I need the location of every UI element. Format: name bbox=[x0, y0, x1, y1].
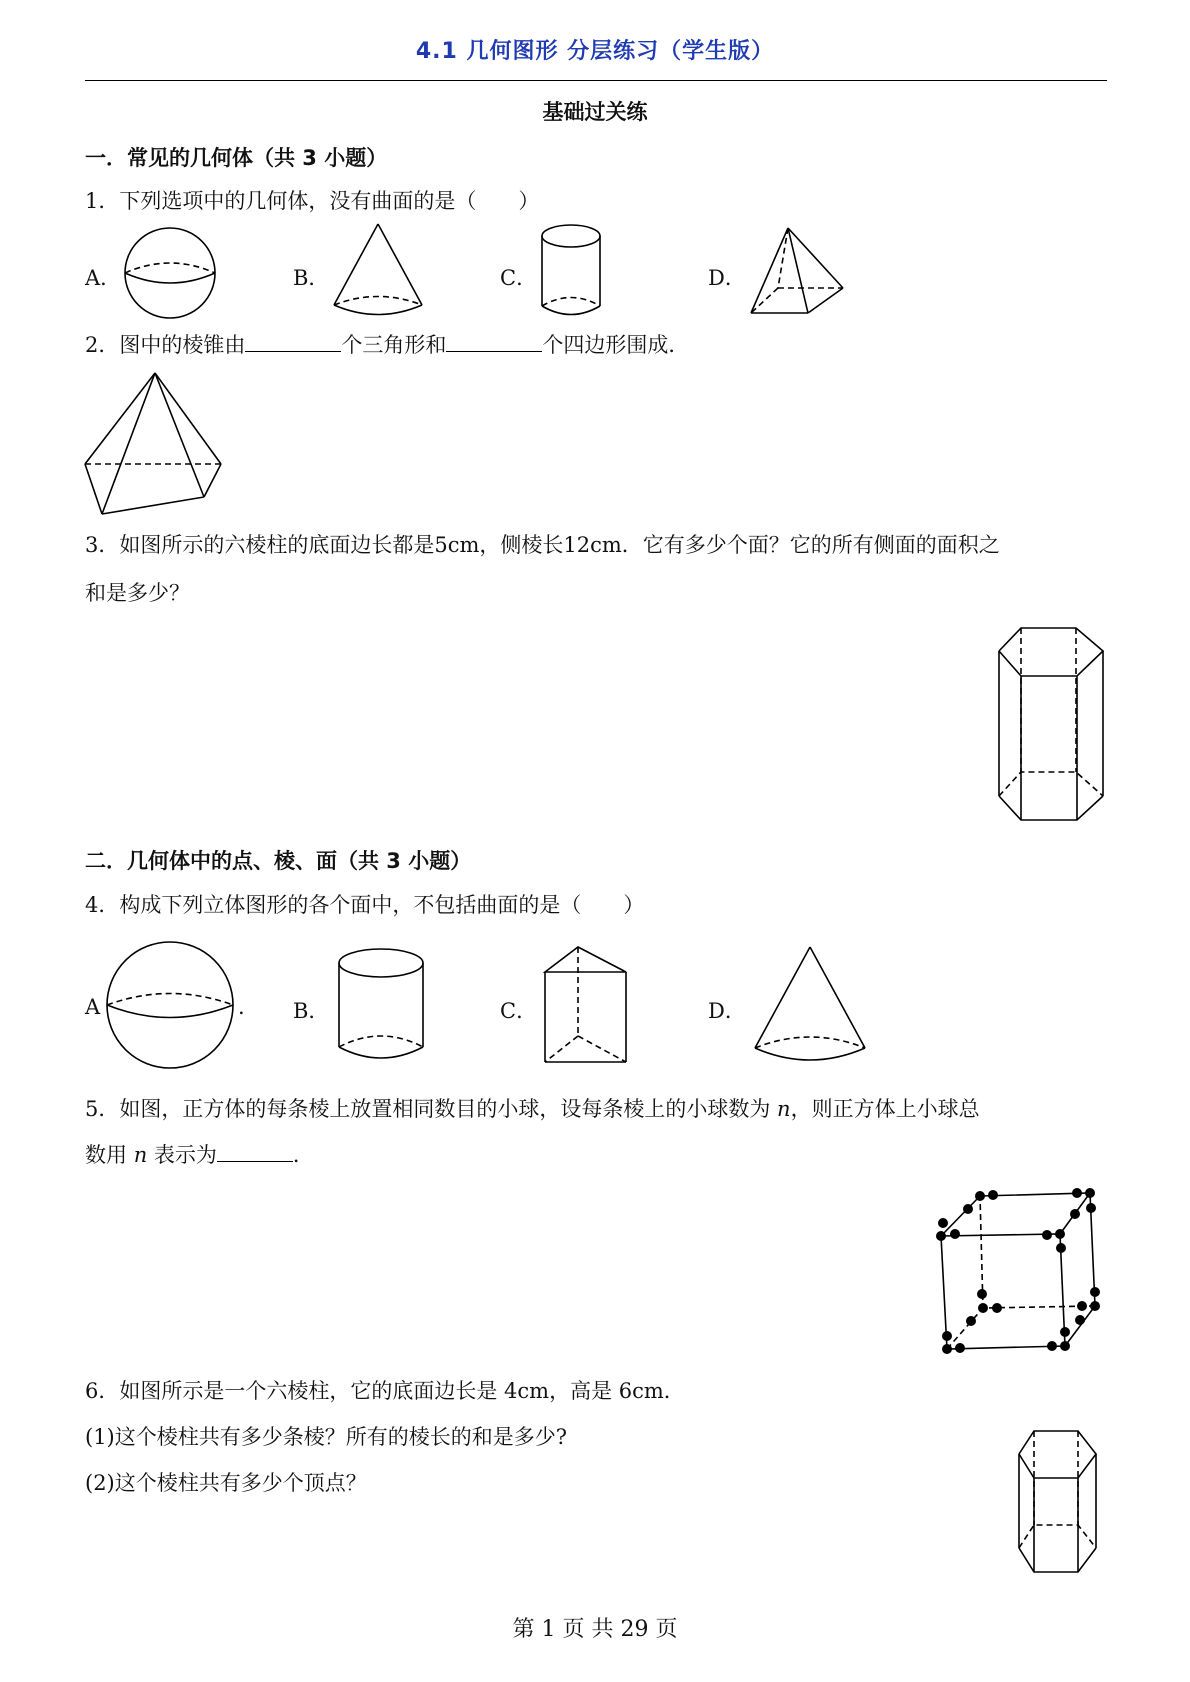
triangular-prism-figure bbox=[542, 944, 628, 1066]
question-3-line-2: 和是多少？ bbox=[85, 581, 190, 605]
q2-blank-1[interactable] bbox=[245, 329, 341, 352]
q4-option-d-label: D． bbox=[708, 999, 746, 1023]
cylinder-figure bbox=[538, 223, 604, 321]
q1-option-b-label: B． bbox=[293, 266, 330, 290]
pentagonal-pyramid-figure bbox=[82, 370, 224, 518]
page-title: 4.1 几何图形 分层练习（学生版） bbox=[415, 39, 775, 64]
q1-option-c-label: C． bbox=[500, 266, 538, 290]
question-6: 6．如图所示是一个六棱柱，它的底面边长是 4cm，高是 6cm． bbox=[85, 1379, 685, 1403]
pyramid-figure bbox=[748, 225, 848, 319]
cylinder-figure-2 bbox=[336, 947, 426, 1065]
q5-text-2: ，则正方体上小球总 bbox=[790, 1097, 980, 1121]
q4-option-a-period: . bbox=[238, 995, 245, 1019]
section-heading-1: 一．常见的几何体（共 3 小题） bbox=[85, 146, 388, 170]
q1-option-a-label: A． bbox=[85, 266, 122, 290]
cone-figure-2 bbox=[752, 944, 868, 1068]
section-heading-2: 二．几何体中的点、棱、面（共 3 小题） bbox=[85, 849, 472, 873]
question-6-part-1: (1)这个棱柱共有多少条棱？所有的棱长的和是多少? bbox=[85, 1425, 568, 1449]
q4-option-c-label: C． bbox=[500, 999, 538, 1023]
cone-figure bbox=[330, 222, 428, 322]
q5-text-5: ． bbox=[292, 1143, 314, 1167]
question-6-part-2: (2)这个棱柱共有多少个顶点？ bbox=[85, 1471, 367, 1495]
q2-text-2: 个三角形和 bbox=[341, 333, 447, 357]
q5-text-1: 5．如图，正方体的每条棱上放置相同数目的小球，设每条棱上的小球数为 bbox=[85, 1097, 778, 1121]
q5-text-3: 数用 bbox=[85, 1143, 134, 1167]
question-2 bbox=[85, 322, 689, 368]
hexagonal-prism-figure bbox=[996, 624, 1106, 824]
q2-text-1: 2．图中的棱锥由 bbox=[85, 333, 246, 357]
question-3-line-1: 3．如图所示的六棱柱的底面边长都是5cm，侧棱长12cm．它有多少个面？它的所有侧面的面积之 bbox=[85, 533, 1000, 557]
question-4: 4．构成下列立体图形的各个面中，不包括曲面的是（ ） bbox=[85, 893, 645, 917]
q1-option-d-label: D． bbox=[708, 266, 746, 290]
q2-text-3: 个四边形围成． bbox=[542, 333, 690, 357]
q5-blank[interactable] bbox=[217, 1139, 293, 1162]
sphere-figure bbox=[118, 226, 218, 320]
page-number: 第 1 页 共 29 页 bbox=[512, 1617, 678, 1642]
large-sphere-figure bbox=[104, 940, 236, 1070]
q5-variable-n: n bbox=[777, 1097, 791, 1121]
q5-text-4: 表示为 bbox=[147, 1143, 217, 1167]
q4-option-b-label: B． bbox=[293, 999, 330, 1023]
question-5-line-2 bbox=[85, 1132, 314, 1178]
small-hexagonal-prism-figure bbox=[1016, 1428, 1100, 1576]
question-5-line-1 bbox=[85, 1086, 980, 1132]
q4-option-a-label: A bbox=[85, 995, 101, 1019]
header-divider bbox=[85, 80, 1107, 81]
cube-with-balls-figure bbox=[935, 1186, 1110, 1356]
q5-variable-n-2: n bbox=[133, 1143, 148, 1167]
level-heading: 基础过关练 bbox=[542, 100, 648, 124]
question-1: 1．下列选项中的几何体，没有曲面的是（ ） bbox=[85, 189, 540, 213]
q2-blank-2[interactable] bbox=[446, 329, 542, 352]
